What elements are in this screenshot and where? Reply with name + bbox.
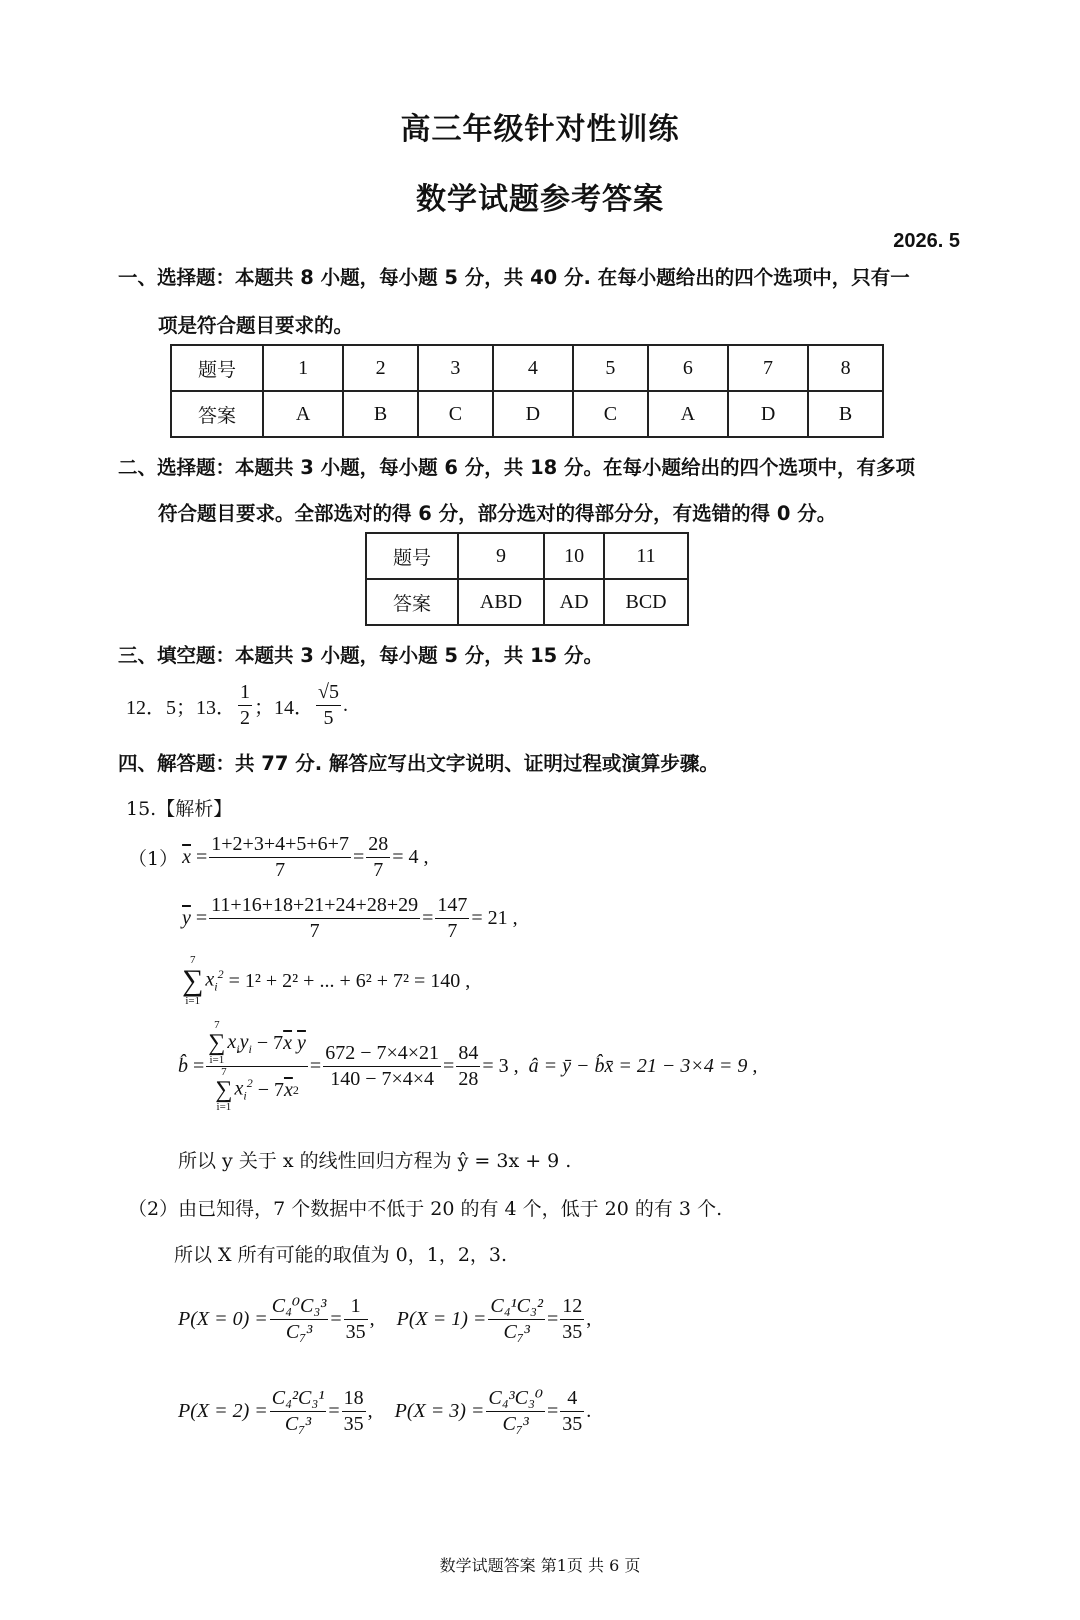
fraction-numerator: 147 bbox=[435, 893, 469, 919]
bhat-symbol: b̂ bbox=[178, 1055, 188, 1077]
sigma-icon: 7 ∑ i=1 bbox=[182, 954, 204, 1007]
fraction-denominator: C₇³ bbox=[502, 1413, 529, 1435]
fraction-numerator: √5 bbox=[316, 680, 341, 706]
fraction-numerator: 1 bbox=[344, 1294, 368, 1320]
table-cell: 1 bbox=[263, 345, 343, 391]
fraction-denominator: 140 − 7×4×4 bbox=[330, 1068, 435, 1090]
prob-result-fraction bbox=[344, 1294, 368, 1345]
q15-label: 15.【解析】 bbox=[126, 798, 233, 820]
answer-14-label: ；14． bbox=[254, 697, 314, 719]
table-row bbox=[366, 533, 688, 579]
section3-heading: 三、填空题：本题共 3 小题，每小题 5 分，共 15 分。 bbox=[118, 644, 604, 667]
xbar-fraction bbox=[209, 832, 351, 883]
table-cell: 11 bbox=[604, 533, 688, 579]
prob-fraction bbox=[270, 1386, 327, 1437]
table-cell: ABD bbox=[458, 579, 544, 625]
prob-fraction bbox=[270, 1294, 329, 1345]
fraction-numerator: 672 − 7×4×21 bbox=[323, 1041, 441, 1067]
section1-heading-cont: 项是符合题目要求的。 bbox=[158, 314, 354, 337]
fraction-denominator: C₇³ bbox=[285, 1321, 313, 1343]
bhat-formula-fraction: 7 ∑ i=1 $x_iy_i$ − 7 $\overline{x}$ $\overline{y}$ 7 ∑ i=1 $x_i^2$ − 7 $\overline{x}$ 2 bbox=[208, 1019, 306, 1113]
prob-row-2: P(X = 2) = $\frac{\text{C₄²C₃¹}}{\text{C₇³}}$ = $\frac{18}{35}$ , P(X = 3) = $\frac{\text{C₄³C₃⁰}}{\text{C₇³}}$ = $\frac{4}{35}$ . bbox=[178, 1387, 592, 1435]
part1-label: （1） bbox=[128, 848, 179, 870]
prob-result-fraction bbox=[560, 1294, 584, 1345]
table-cell: 4 bbox=[493, 345, 573, 391]
prob-fraction bbox=[488, 1294, 545, 1345]
punctuation: , bbox=[369, 1308, 375, 1330]
fraction-denominator: 7 bbox=[373, 859, 384, 881]
table-cell: 6 bbox=[648, 345, 728, 391]
fraction-numerator: C₄³C₃⁰ bbox=[486, 1386, 545, 1412]
ahat-equation: â = ȳ − b̂x̄ = 21 − 3×4 = 9 , bbox=[528, 1055, 758, 1077]
regression-conclusion: 所以 y 关于 x 的线性回归方程为 ŷ = 3x + 9 . bbox=[178, 1150, 572, 1172]
table-cell: B bbox=[343, 391, 418, 437]
table-cell: 8 bbox=[808, 345, 883, 391]
ybar-equation: $\overline{y}$ = $\frac{11+16+18+21+24+28+29}{7}$ = $\frac{147}{7}$ = 21 , bbox=[182, 894, 518, 942]
punctuation: . bbox=[586, 1400, 592, 1422]
table-cell: A bbox=[648, 391, 728, 437]
fraction-denominator: 5 bbox=[323, 707, 334, 729]
prob-row-1: P(X = 0) = $\frac{\text{C₄⁰C₃³}}{\text{C₇³}}$ = $\frac{1}{35}$ , P(X = 1) = $\frac{\text{C₄¹C₃²}}{\text{C₇³}}$ = $\frac{12}{35}$ , bbox=[178, 1295, 592, 1343]
table-cell: C bbox=[573, 391, 648, 437]
table-cell: A bbox=[263, 391, 343, 437]
fraction-numerator: 28 bbox=[366, 832, 390, 858]
page-subtitle: 数学试题参考答案 bbox=[416, 182, 664, 217]
prob-fraction bbox=[486, 1386, 545, 1437]
answer-13-fraction bbox=[238, 680, 252, 731]
punctuation: , bbox=[367, 1400, 373, 1422]
prob-lhs: P(X = 3) = bbox=[394, 1400, 485, 1422]
punctuation: . bbox=[342, 694, 348, 716]
fraction-numerator: C₄⁰C₃³ bbox=[270, 1294, 329, 1320]
page-title: 高三年级针对性训练 bbox=[400, 112, 680, 147]
fraction-numerator: C₄¹C₃² bbox=[488, 1294, 545, 1320]
table-cell: 9 bbox=[458, 533, 544, 579]
prob-result-fraction bbox=[342, 1386, 366, 1437]
table-cell: 答案 bbox=[171, 391, 263, 437]
fraction-denominator: 2 bbox=[240, 707, 250, 729]
ybar-symbol: $\overline{y}$ bbox=[182, 907, 191, 929]
ybar-fraction bbox=[209, 893, 420, 944]
table-cell: 2 bbox=[343, 345, 418, 391]
answer-14-fraction bbox=[316, 680, 341, 731]
fraction-denominator: 35 bbox=[562, 1413, 583, 1435]
fraction-denominator: 28 bbox=[458, 1068, 479, 1090]
table-cell: 题号 bbox=[171, 345, 263, 391]
table-cell: 7 bbox=[728, 345, 808, 391]
date-label: 2026. 5 bbox=[893, 230, 960, 252]
bhat-calc-fraction bbox=[323, 1041, 441, 1092]
prob-result-fraction bbox=[560, 1386, 584, 1437]
fraction-denominator: C₇³ bbox=[503, 1321, 530, 1343]
prob-lhs: P(X = 2) = bbox=[178, 1400, 268, 1422]
table-cell: 答案 bbox=[366, 579, 458, 625]
table-cell: D bbox=[728, 391, 808, 437]
bhat-equation: b̂ = 7 ∑ i=1 $x_iy_i$ − 7 $\overline{x}$ $\overline{y}$ 7 ∑ i=1 $x_i^2$ − 7 $\overline{x}$ 2 = $\frac{672 - 7\times 4\times 21}{140 - 7\times 4\times 4}$ = $\frac{84}{28}$ = 3 , â = ȳ − b̂x̄ = 21 − 3×4 = 9 , bbox=[178, 1019, 758, 1113]
section1-heading: 一、选择题：本题共 8 小题，每小题 5 分，共 40 分. 在每小题给出的四个选项中，只有一 bbox=[118, 266, 910, 289]
xbar-value: = 4 , bbox=[392, 846, 429, 868]
table-cell: B bbox=[808, 391, 883, 437]
table-cell: C bbox=[418, 391, 493, 437]
bhat-value: = 3 , bbox=[482, 1055, 519, 1077]
xbar-result-fraction bbox=[366, 832, 390, 883]
part2-line1: （2）由已知得，7 个数据中不低于 20 的有 4 个，低于 20 的有 3 个. bbox=[128, 1198, 723, 1220]
ybar-result-fraction bbox=[435, 893, 469, 944]
fraction-denominator: 7 bbox=[309, 920, 320, 942]
xbar-symbol: $\overline{x}$ bbox=[182, 846, 191, 868]
fraction-denominator: C₇³ bbox=[284, 1413, 312, 1435]
fraction-denominator: 7 bbox=[275, 859, 286, 881]
table-row bbox=[171, 391, 883, 437]
prob-lhs: P(X = 1) = bbox=[396, 1308, 487, 1330]
section2-answer-table bbox=[365, 532, 689, 626]
table-cell: 5 bbox=[573, 345, 648, 391]
part2-line2: 所以 X 所有可能的取值为 0，1，2，3. bbox=[174, 1244, 508, 1266]
table-row bbox=[366, 579, 688, 625]
xbar-equation: （1） $\overline{x}$ = $\frac{1+2+3+4+5+6+7}{7}$ = $\frac{28}{7}$ = 4 , bbox=[128, 833, 429, 881]
prob-lhs: P(X = 0) = bbox=[178, 1308, 268, 1330]
fraction-numerator: 84 bbox=[456, 1041, 480, 1067]
fill-in-answers bbox=[126, 680, 348, 731]
fraction-numerator: 12 bbox=[560, 1294, 584, 1320]
fraction-numerator: 1+2+3+4+5+6+7 bbox=[209, 832, 351, 858]
fraction-numerator: 11+16+18+21+24+28+29 bbox=[209, 893, 420, 919]
section2-heading: 二、选择题：本题共 3 小题，每小题 6 分，共 18 分。在每小题给出的四个选项中，有多项 bbox=[118, 456, 916, 479]
fraction-numerator: 18 bbox=[342, 1386, 366, 1412]
section4-heading: 四、解答题：共 77 分. 解答应写出文字说明、证明过程或演算步骤。 bbox=[118, 752, 719, 775]
ybar-value: = 21 , bbox=[471, 907, 518, 929]
section1-answer-table bbox=[170, 344, 884, 438]
bhat-result-fraction bbox=[456, 1041, 480, 1092]
table-cell: 题号 bbox=[366, 533, 458, 579]
table-cell: BCD bbox=[604, 579, 688, 625]
fraction-numerator: C₄²C₃¹ bbox=[270, 1386, 327, 1412]
section2-heading-cont: 符合题目要求。全部选对的得 6 分，部分选对的得部分分，有选错的得 0 分。 bbox=[158, 502, 837, 525]
page-footer: 数学试题答案 第1页 共 6 页 bbox=[439, 1556, 641, 1575]
punctuation: , bbox=[586, 1308, 592, 1330]
fraction-numerator: 1 bbox=[238, 680, 252, 706]
table-cell: 3 bbox=[418, 345, 493, 391]
fraction-denominator: 7 bbox=[447, 920, 458, 942]
sum-squares-equation: 7 ∑ i=1 $x_i^2$ = 1² + 2² + ... + 6² + 7² = 140 , bbox=[182, 954, 471, 1007]
fraction-denominator: 35 bbox=[345, 1321, 366, 1343]
fraction-denominator: 35 bbox=[343, 1413, 364, 1435]
table-cell: 10 bbox=[544, 533, 604, 579]
fraction-numerator: 4 bbox=[560, 1386, 584, 1412]
answer-12: 12．5；13． bbox=[126, 697, 236, 719]
fraction-denominator: 35 bbox=[562, 1321, 583, 1343]
table-cell: D bbox=[493, 391, 573, 437]
sum-squares-value: = 1² + 2² + ... + 6² + 7² = 140 , bbox=[228, 969, 471, 992]
table-row bbox=[171, 345, 883, 391]
table-cell: AD bbox=[544, 579, 604, 625]
